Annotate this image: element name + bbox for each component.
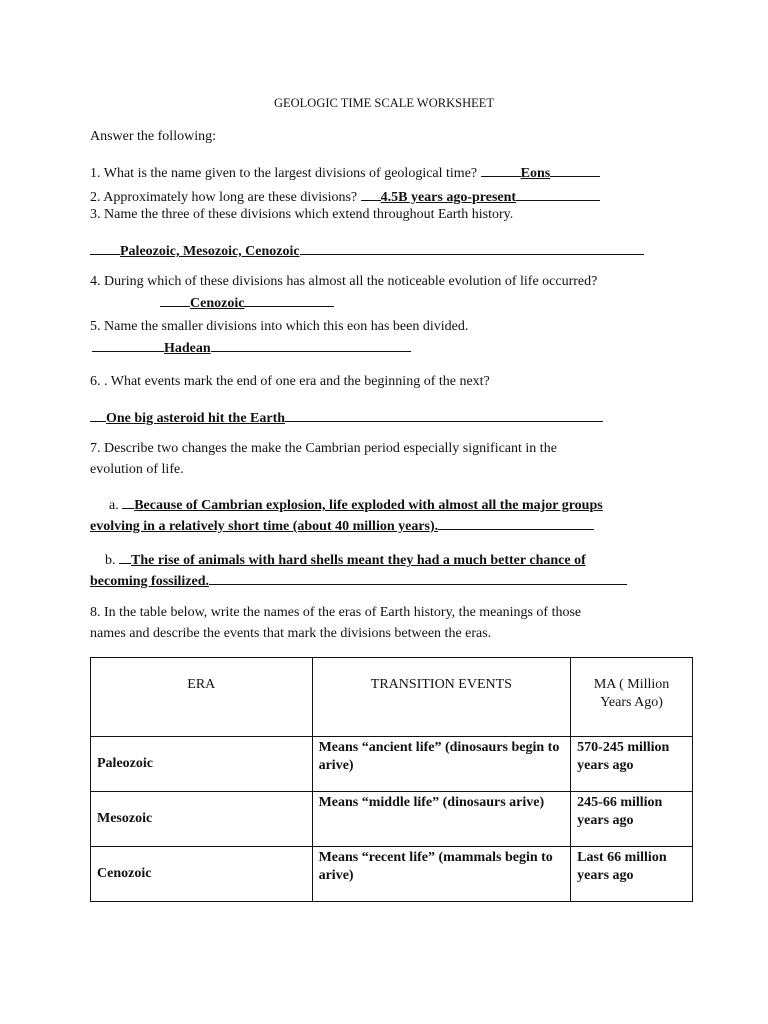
question-1-answer: Eons [520,166,551,181]
question-7-answer-a-line1 [109,494,603,515]
ma-cell: Last 66 million years ago [571,847,693,902]
blank [160,292,190,307]
blank [90,407,106,422]
blank [361,186,381,201]
era-cell: Mesozoic [91,792,313,847]
table-row [91,792,693,847]
table-row [91,847,693,902]
question-7-prompt-line1: 7. Describe two changes the make the Cambrian period especially significant in the [90,441,557,456]
question-8-line1: 8. In the table below, write the names of the eras of Earth history, the meanings of those [90,605,582,620]
question-2-answer: 4.5B years ago-present [380,190,517,205]
header-era: ERA [91,658,313,737]
question-6-prompt: 6. . What events mark the end of one era and the beginning of the next? [90,374,490,389]
answer-a-text-line2: evolving in a relatively short time (about 40 million years). [90,519,439,534]
question-3-answer: Paleozoic, Mesozoic, Cenozoic [120,244,300,259]
answer-b-marker: b. [105,553,116,568]
blank [119,549,131,564]
blank [516,186,600,201]
answer-b-text-line1: The rise of animals with hard shells meant they had a much better chance of [131,553,586,568]
question-4 [160,292,334,313]
blank [438,515,594,530]
blank [300,240,644,255]
events-cell: Means “recent life” (mammals begin to arive) [312,847,571,902]
question-4-answer: Cenozoic [190,296,245,311]
blank [211,337,411,352]
question-6 [90,407,603,428]
question-7-prompt-line2: evolution of life. [90,462,184,477]
worksheet-title: GEOLOGIC TIME SCALE WORKSHEET [273,96,494,110]
header-transition-events: TRANSITION EVENTS [312,658,571,737]
events-cell: Means “ancient life” (dinosaurs begin to arive) [312,737,571,792]
question-7-answer-b-line1 [105,549,586,570]
header-ma: MA ( Million Years Ago) [571,658,693,737]
answer-a-marker: a. [109,498,119,513]
question-3-prompt: 3. Name the three of these divisions which extend throughout Earth history. [90,207,514,222]
answer-b-text-line2: becoming fossilized. [90,574,209,589]
era-cell: Paleozoic [91,737,313,792]
question-7-answer-b-line2 [90,570,627,591]
question-2 [90,186,600,207]
ma-cell: 570-245 million years ago [571,737,693,792]
blank [244,292,334,307]
blank [209,570,627,585]
question-4-prompt: 4. During which of these divisions has almost all the noticeable evolution of life occurred? [90,274,598,289]
blank [550,162,600,177]
table-header-row [91,658,693,737]
question-1-prompt: 1. What is the name given to the largest divisions of geological time? [90,166,478,181]
blank [285,407,603,422]
question-1 [90,162,600,183]
eras-table [90,657,693,902]
blank [481,162,521,177]
events-cell: Means “middle life” (dinosaurs arive) [312,792,571,847]
question-7-answer-a-line2 [90,515,594,536]
question-3 [90,240,644,261]
question-2-prompt: 2. Approximately how long are these divisions? [90,190,358,205]
blank [90,240,120,255]
question-5-answer: Hadean [164,341,211,356]
question-8-line2: names and describe the events that mark the divisions between the eras. [90,626,492,641]
era-cell: Cenozoic [91,847,313,902]
answer-a-text-line1: Because of Cambrian explosion, life exploded with almost all the major groups [134,498,603,513]
blank [122,494,134,509]
question-5 [92,337,411,358]
table-row [91,737,693,792]
blank [92,337,164,352]
question-6-answer: One big asteroid hit the Earth [106,411,286,426]
question-5-prompt: 5. Name the smaller divisions into which this eon has been divided. [90,319,469,334]
instructions: Answer the following: [90,129,216,144]
ma-cell: 245-66 million years ago [571,792,693,847]
